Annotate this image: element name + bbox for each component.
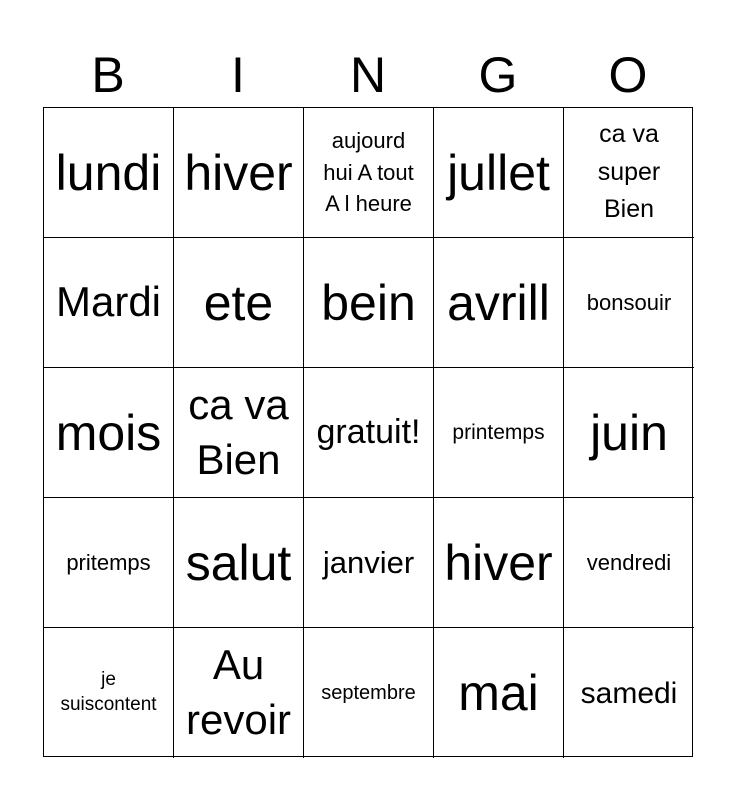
cell-text: juin — [590, 404, 668, 461]
bingo-cell-r3-c3[interactable] — [434, 498, 564, 628]
cell-text: janvier — [322, 544, 415, 580]
cell-text: hiver — [444, 534, 553, 591]
cell-text: ca va Bien — [188, 380, 289, 483]
cell-text: vendredi — [586, 549, 672, 575]
bingo-cell-r3-c2[interactable] — [304, 498, 434, 628]
cell-text: gratuit! — [316, 413, 421, 452]
cell-text: jullet — [447, 144, 550, 201]
cell-text: bein — [321, 274, 416, 331]
cell-text: samedi — [580, 676, 678, 710]
bingo-board — [43, 107, 693, 757]
bingo-cell-r0-c4[interactable] — [564, 108, 694, 238]
cell-text: ca va super Bien — [597, 120, 661, 224]
bingo-cell-r0-c2[interactable] — [304, 108, 434, 238]
cell-text: pritemps — [66, 549, 151, 575]
cell-text: mai — [458, 665, 539, 721]
bingo-cell-r1-c1[interactable] — [174, 238, 304, 368]
bingo-cell-r1-c4[interactable] — [564, 238, 694, 368]
cell-text: Mardi — [55, 278, 162, 326]
cell-text: ete — [203, 274, 274, 331]
bingo-cell-r3-c1[interactable] — [174, 498, 304, 628]
header-letter-g: G — [478, 47, 518, 103]
bingo-cell-r1-c2[interactable] — [304, 238, 434, 368]
bingo-cell-r4-c3[interactable] — [434, 628, 564, 758]
cell-text: Au revoir — [185, 641, 292, 743]
bingo-cell-r1-c3[interactable] — [434, 238, 564, 368]
header-letter-o: O — [608, 47, 648, 103]
bingo-cell-r0-c3[interactable] — [434, 108, 564, 238]
bingo-cell-r3-c0[interactable] — [44, 498, 174, 628]
bingo-cell-r4-c4[interactable] — [564, 628, 694, 758]
cell-text: septembre — [321, 682, 416, 704]
bingo-cell-r2-c1[interactable] — [174, 368, 304, 498]
bingo-cell-r4-c0[interactable] — [44, 628, 174, 758]
cell-text: hiver — [184, 144, 293, 201]
bingo-cell-r0-c0[interactable] — [44, 108, 174, 238]
bingo-cell-r4-c1[interactable] — [174, 628, 304, 758]
header-letter-i: I — [231, 47, 245, 103]
cell-text: printemps — [452, 420, 545, 444]
bingo-cell-r1-c0[interactable] — [44, 238, 174, 368]
cell-text: salut — [185, 534, 292, 591]
cell-text: bonsouir — [586, 289, 672, 315]
bingo-cell-r0-c1[interactable] — [174, 108, 304, 238]
cell-text: aujourd hui A tout A l heure — [323, 127, 414, 217]
bingo-cell-r2-c4[interactable] — [564, 368, 694, 498]
bingo-cell-r3-c4[interactable] — [564, 498, 694, 628]
bingo-header — [43, 44, 693, 106]
cell-text: avrill — [447, 274, 550, 331]
bingo-cell-r2-c0[interactable] — [44, 368, 174, 498]
cell-text: mois — [55, 404, 162, 461]
header-letter-b: B — [91, 47, 125, 103]
bingo-cell-r4-c2[interactable] — [304, 628, 434, 758]
cell-text: lundi — [55, 144, 162, 201]
header-letter-n: N — [349, 47, 387, 103]
bingo-cell-r2-c2[interactable] — [304, 368, 434, 498]
cell-text: je suiscontent — [60, 669, 157, 715]
bingo-cell-r2-c3[interactable] — [434, 368, 564, 498]
